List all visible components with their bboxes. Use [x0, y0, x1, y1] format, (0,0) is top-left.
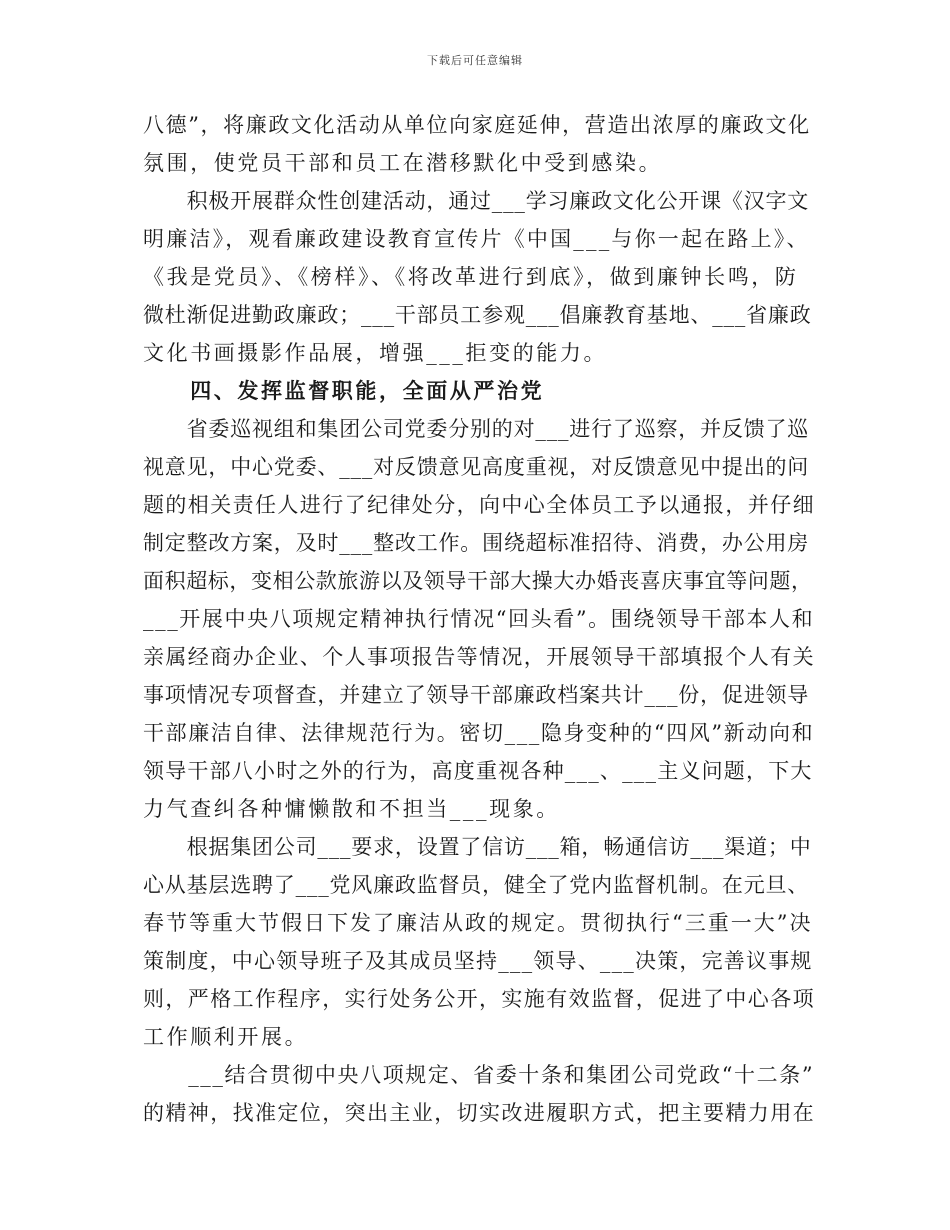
text-line: 《我是党员》、《榜样》、《将改革进行到底》，做到廉钟长鸣，防	[143, 265, 799, 289]
text-line: 根据集团公司___要求，设置了信访___箱，畅通信访___渠道；中	[143, 835, 812, 859]
text-line: 则，严格工作程序，实行处务公开，实施有效监督，促进了中心各项	[143, 987, 815, 1011]
text-line: 心从基层选聘了___党风廉政监督员，健全了党内监督机制。在元旦、	[143, 873, 810, 897]
text-line: 八德”，将廉政文化活动从单位向家庭延伸，营造出浓厚的廉政文化	[143, 113, 811, 137]
text-line: 春节等重大节假日下发了廉洁从政的规定。贯彻执行“三重一大”决	[143, 911, 813, 935]
text-line: 力气查纠各种慵懒散和不担当___现象。	[143, 797, 560, 821]
text-line: 省委巡视组和集团公司党委分别的对___进行了巡察，并反馈了巡	[143, 417, 810, 441]
text-line: 干部廉洁自律、法律规范行为。密切___隐身变种的“四风”新动向和	[143, 721, 815, 745]
text-line: 氛围，使党员干部和员工在潜移默化中受到感染。	[143, 151, 663, 175]
text-line: 面积超标，变相公款旅游以及领导干部大操大办婚丧喜庆事宜等问题，	[143, 569, 813, 593]
text-line: 文化书画摄影作品展，增强___拒变的能力。	[143, 341, 608, 365]
text-line: 制定整改方案，及时___整改工作。围绕超标准招待、消费，办公用房	[143, 531, 810, 555]
text-line: 领导干部八小时之外的行为，高度重视各种___、___主义问题，下大	[143, 759, 813, 783]
text-line: 事项情况专项督查，并建立了领导干部廉政档案共计___份，促进领导	[143, 683, 810, 707]
text-line: 策制度，中心领导班子及其成员坚持___领导、___决策，完善议事规	[143, 949, 813, 973]
text-line: 积极开展群众性创建活动，通过___学习廉政文化公开课《汉字文	[143, 189, 810, 213]
text-line: 视意见，中心党委、___对反馈意见高度重视，对反馈意见中提出的问	[143, 455, 810, 479]
text-line: 题的相关责任人进行了纪律处分，向中心全体员工予以通报，并仔细	[143, 493, 815, 517]
text-line: 工作顺利开展。	[143, 1025, 309, 1049]
text-line: 明廉洁》，观看廉政建设教育宣传片《中国___与你一起在路上》、	[143, 227, 810, 251]
text-line: 的精神，找准定位，突出主业，切实改进履职方式，把主要精力用在	[143, 1101, 815, 1125]
text-line: ___开展中央八项规定精神执行情况“回头看”。围绕领导干部本人和	[143, 607, 815, 631]
text-line: ___结合贯彻中央八项规定、省委十条和集团公司党政“十二条”	[143, 1063, 815, 1087]
section-heading: 四、发挥监督职能，全面从严治党	[143, 378, 545, 403]
text-line: 亲属经商办企业、个人事项报告等情况，开展领导干部填报个人有关	[143, 645, 815, 669]
page-header: 下载后可任意编辑	[427, 54, 523, 67]
text-line: 微杜渐促进勤政廉政；___干部员工参观___倡廉教育基地、___省廉政	[143, 303, 812, 327]
